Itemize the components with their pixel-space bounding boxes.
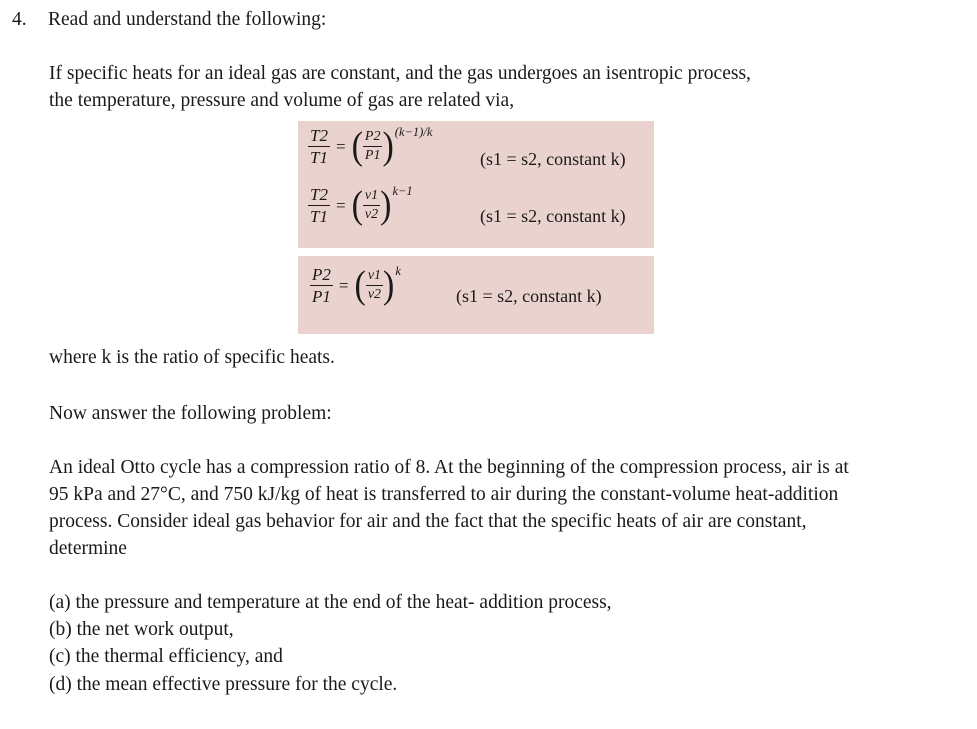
eq2-equals: =	[335, 195, 346, 215]
eq3-open-paren: (	[354, 263, 366, 307]
part-b: (b) the net work output,	[49, 619, 234, 640]
equation-3	[310, 263, 401, 307]
eq1-lhs-num: T2	[310, 126, 328, 145]
eq2-condition: (s1 = s2, constant k)	[480, 206, 626, 226]
where-text: where k is the ratio of specific heats.	[49, 347, 335, 368]
eq3-lhs-num: P2	[312, 265, 331, 284]
eq2-lhs	[308, 186, 330, 225]
eq1-rhs-num: P2	[363, 130, 383, 147]
eq3-exponent: k	[395, 264, 401, 278]
eq2-lhs-den: T1	[310, 207, 328, 226]
eq1-close-paren: )	[382, 124, 394, 168]
eq2-rhs	[363, 189, 380, 222]
eq3-rhs-num: v1	[366, 269, 383, 286]
eq3-equals: =	[338, 275, 349, 295]
eq1-rhs-den: P1	[364, 148, 381, 163]
eq1-lhs-den: T1	[310, 148, 328, 167]
eq3-rhs-den: v2	[367, 287, 382, 302]
eq1-equals: =	[335, 136, 346, 156]
equation-box-pressure	[298, 256, 654, 334]
eq3-rhs	[366, 269, 383, 302]
eq2-open-paren: (	[351, 183, 363, 227]
problem-line-2: 95 kPa and 27°C, and 750 kJ/kg of heat is transferred to air during the constant-volume heat-addition	[49, 484, 839, 505]
question-number: 4.	[12, 9, 27, 30]
equation-1	[308, 124, 433, 168]
eq2-exponent: k−1	[392, 184, 413, 198]
question-title	[12, 10, 326, 30]
eq1-lhs	[308, 127, 330, 166]
part-c: (c) the thermal efficiency, and	[49, 646, 283, 667]
eq1-rhs	[363, 130, 383, 163]
equation-2	[308, 183, 413, 227]
equation-box-temperature	[298, 121, 654, 248]
eq2-close-paren: )	[380, 183, 392, 227]
part-d: (d) the mean effective pressure for the cycle.	[49, 674, 398, 695]
problem-line-3: process. Consider ideal gas behavior for air and the fact that the specific heats of air are constant,	[49, 511, 807, 532]
answer-prompt: Now answer the following problem:	[49, 403, 332, 424]
problem-line-4: determine	[49, 538, 127, 559]
eq3-close-paren: )	[383, 263, 395, 307]
problem-line-1: An ideal Otto cycle has a compression ratio of 8. At the beginning of the compression process, air is at	[49, 457, 849, 478]
eq3-condition: (s1 = s2, constant k)	[456, 286, 602, 306]
intro-line-1: If specific heats for an ideal gas are constant, and the gas undergoes an isentropic process,	[49, 63, 751, 84]
eq2-rhs-den: v2	[364, 207, 379, 222]
eq1-open-paren: (	[351, 124, 363, 168]
question-heading: Read and understand the following:	[48, 9, 327, 30]
eq1-condition: (s1 = s2, constant k)	[480, 149, 626, 169]
intro-line-2: the temperature, pressure and volume of gas are related via,	[49, 90, 515, 111]
eq3-lhs	[310, 266, 333, 305]
eq1-exponent: (k−1)/k	[394, 125, 433, 139]
eq2-lhs-num: T2	[310, 185, 328, 204]
eq3-lhs-den: P1	[312, 287, 331, 306]
eq2-rhs-num: v1	[363, 189, 380, 206]
part-a: (a) the pressure and temperature at the end of the heat- addition process,	[49, 592, 612, 613]
